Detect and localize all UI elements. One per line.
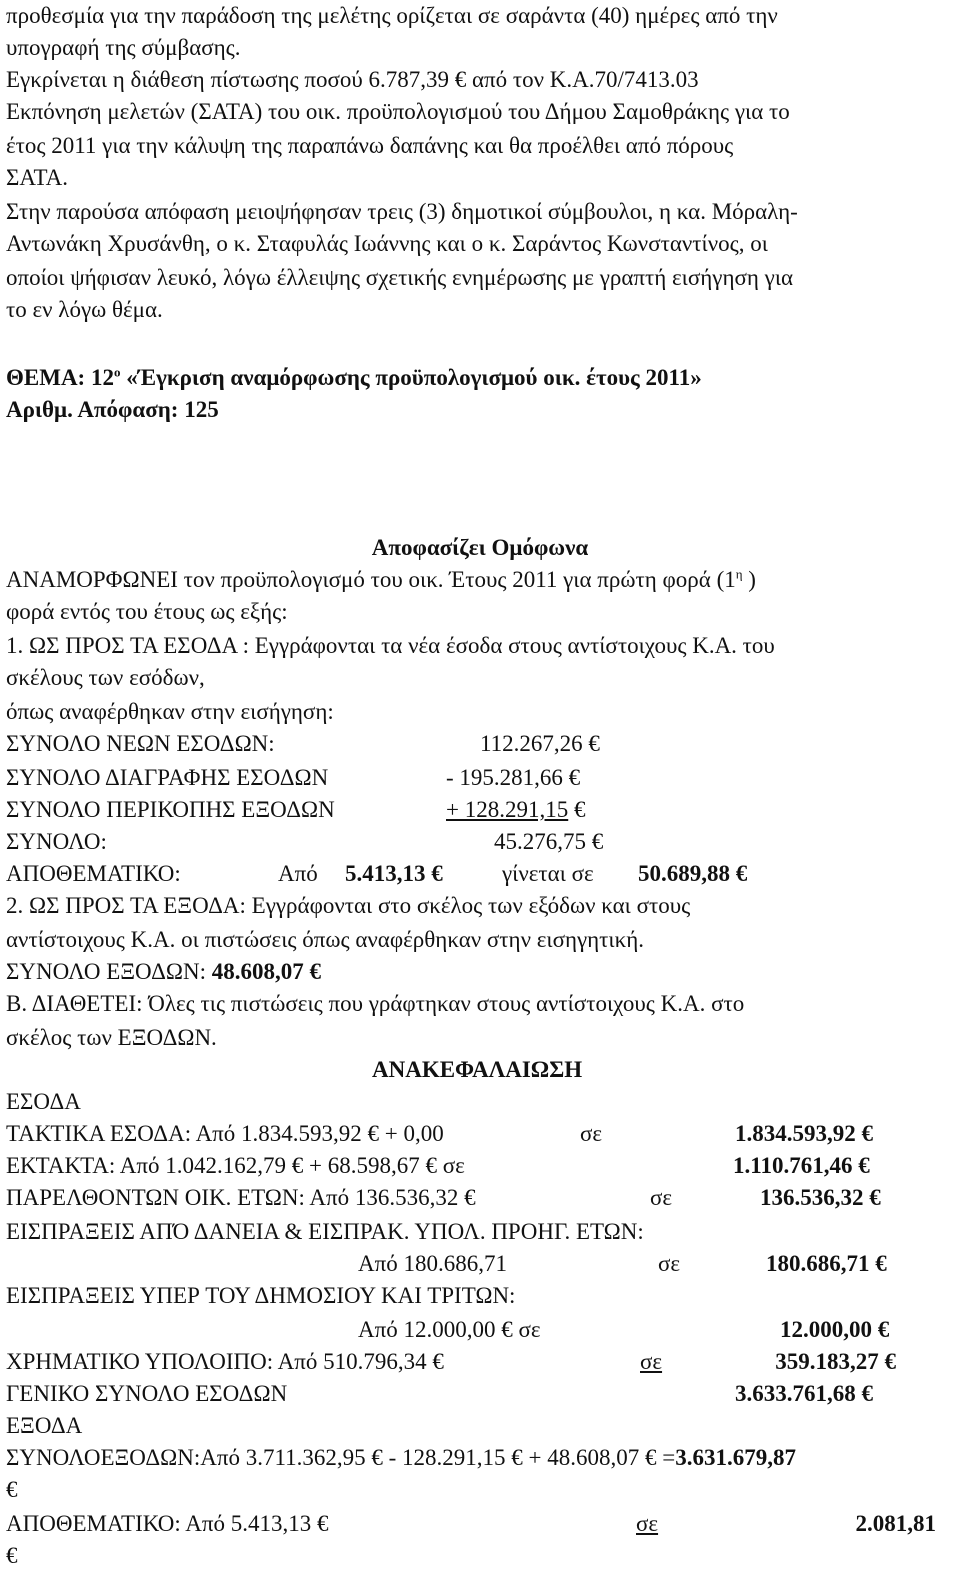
- summary-line: ΕΙΣΠΡΑΞΕΙΣ ΥΠΕΡ ΤΟΥ ΔΗΜΟΣΙΟΥ ΚΑΙ ΤΡΙΤΩΝ:: [6, 1283, 516, 1308]
- summary-line: ΠΑΡΕΛΘΟΝΤΩΝ ΟΙΚ. ΕΤΩΝ: Από 136.536,32 €: [6, 1185, 476, 1210]
- revenue-heading: ΕΣΟΔΑ: [6, 1089, 81, 1114]
- reserve-from: 5.413,13 €: [345, 861, 443, 886]
- total-label: ΣΥΝΟΛΟ ΔΙΑΓΡΑΦΗΣ ΕΣΟΔΩΝ: [6, 765, 329, 790]
- summary-line: ΕΚΤΑΚΤΑ: Από 1.042.162,79 € + 68.598,67 € σε: [6, 1153, 465, 1178]
- total-value: 45.276,75 €: [494, 829, 604, 854]
- text-line: Εγκρίνεται η διάθεση πίστωσης ποσού 6.787,39 € από τον Κ.Α.70/7413.03: [6, 67, 699, 92]
- text-line: ΣΑΤΑ.: [6, 165, 69, 190]
- text-line: 2. ΩΣ ΠΡΟΣ ΤΑ ΕΞΟΔΑ: Εγγράφονται στο σκέλος των εξόδων και στους: [6, 893, 691, 918]
- euro-sign: €: [6, 1477, 18, 1502]
- decision-heading: Αποφασίζει Ομόφωνα: [371, 535, 589, 560]
- expenses-total-line: ΣΥΝΟΛΟΕΞΟΔΩΝ:Από 3.711.362,95 € - 128.291,15 € + 48.608,07 € =3.631.679,87: [6, 1445, 796, 1470]
- summary-line: ΕΙΣΠΡΑΞΕΙΣ ΑΠΌ ΔΑΝΕΙΑ & ΕΙΣΠΡΑΚ. ΥΠΟΛ. ΠΡΟΗΓ. ΕΤΩΝ:: [6, 1219, 644, 1244]
- text-line: Στην παρούσα απόφαση μειοψήφησαν τρεις (3) δημοτικοί σύμβουλοι, η κα. Μόραλη-: [6, 199, 798, 224]
- summary-value: 1.834.593,92 €: [735, 1121, 873, 1146]
- text-line: 1. ΩΣ ΠΡΟΣ ΤΑ ΕΣΟΔΑ : Εγγράφονται τα νέα έσοδα στους αντίστοιχους Κ.Α. του: [6, 633, 775, 658]
- total-value: 112.267,26 €: [480, 731, 600, 756]
- summary-line: ΤΑΚΤΙΚΑ ΕΣΟΔΑ: Από 1.834.593,92 € + 0,00: [6, 1121, 444, 1146]
- summary-value: 12.000,00 €: [780, 1317, 890, 1342]
- summary-value: 136.536,32 €: [760, 1185, 881, 1210]
- summary-from: Από 12.000,00 € σε: [358, 1317, 541, 1342]
- summary-se: σε: [580, 1121, 603, 1146]
- total-label: ΣΥΝΟΛΟ ΝΕΩΝ ΕΣΟΔΩΝ:: [6, 731, 275, 756]
- summary-underlined-value: σε 359.183,27 €: [640, 1349, 896, 1374]
- summary-se: σε: [650, 1185, 673, 1210]
- summary-se: σε: [658, 1251, 681, 1276]
- text-line: οποίοι ψήφισαν λευκό, λόγω έλλειψης σχετικής ενημέρωσης με γραπτή εισήγηση για: [6, 265, 794, 290]
- text-line: έτος 2011 για την κάλυψη της παραπάνω δαπάνης και θα προέλθει από πόρους: [6, 133, 734, 158]
- expenses-heading: ΕΞΟΔΑ: [6, 1413, 83, 1438]
- summary-heading: ΑΝΑΚΕΦΑΛΑΙΩΣΗ: [372, 1057, 583, 1082]
- total-value: + 128.291,15 €: [446, 797, 586, 822]
- summary-line: ΧΡΗΜΑΤΙΚΟ ΥΠΟΛΟΙΠΟ: Από 510.796,34 €: [6, 1349, 444, 1374]
- summary-from: Από 180.686,71: [358, 1251, 507, 1276]
- reserve-becomes: γίνεται σε: [502, 861, 594, 886]
- total-value: - 195.281,66 €: [446, 765, 581, 790]
- total-label: ΣΥΝΟΛΟ ΠΕΡΙΚΟΠΗΣ ΕΞΟΔΩΝ: [6, 797, 335, 822]
- text-line: φορά εντός του έτους ως εξής:: [6, 599, 288, 624]
- summary-value: 1.110.761,46 €: [733, 1153, 870, 1178]
- text-line: υπογραφή της σύμβασης.: [6, 35, 241, 60]
- subject-heading: ΘΕΜΑ: $12^o$ «Έγκριση αναμόρφωσης προϋπολογισμού οικ. έτους 2011»: [6, 364, 702, 390]
- reserve-to: 50.689,88 €: [638, 861, 748, 886]
- text-line: σκέλους των εσόδων,: [6, 665, 205, 690]
- text-line: Εκπόνηση μελετών (ΣΑΤΑ) του οικ. προϋπολογισμού του Δήμου Σαμοθράκης για το: [6, 99, 790, 124]
- total-label: ΣΥΝΟΛΟ:: [6, 829, 107, 854]
- text-line: προθεσμία για την παράδοση της μελέτης ορίζεται σε σαράντα (40) ημέρες από την: [6, 3, 778, 28]
- text-line: Β. ΔΙΑΘΕΤΕΙ: Όλες τις πιστώσεις που γράφτηκαν στους αντίστοιχους Κ.Α. στο: [6, 991, 745, 1016]
- decision-number: Αριθμ. Απόφαση: 125: [6, 397, 219, 422]
- reserve-summary-line: ΑΠΟΘΕΜΑΤΙΚΟ: Από 5.413,13 €: [6, 1511, 329, 1536]
- text-line: το εν λόγω θέμα.: [6, 297, 163, 322]
- grand-total-value: 3.633.761,68 €: [735, 1381, 873, 1406]
- text-line: όπως αναφέρθηκαν στην εισήγηση:: [6, 699, 334, 724]
- text-line: ΑΝΑΜΟΡΦΩΝΕΙ τον προϋπολογισμό του οικ. Έτους 2011 για πρώτη φορά ($1^\eta$ ): [6, 566, 756, 592]
- text-line: αντίστοιχους Κ.Α. οι πιστώσεις όπως αναφέρθηκαν στην εισηγητική.: [6, 927, 644, 952]
- summary-value: 180.686,71 €: [766, 1251, 887, 1276]
- text-line: σκέλος των ΕΞΟΔΩΝ.: [6, 1025, 217, 1050]
- summary-underlined-value: σε 2.081,81: [636, 1511, 936, 1536]
- text-line: Αντωνάκη Χρυσάνθη, ο κ. Σταφυλάς Ιωάννης και ο κ. Σαράντος Κωνσταντίνος, οι: [6, 231, 768, 256]
- grand-total-label: ΓΕΝΙΚΟ ΣΥΝΟΛΟ ΕΣΟΔΩΝ: [6, 1381, 288, 1406]
- reserve-from-word: Από: [278, 861, 318, 886]
- expenses-total: ΣΥΝΟΛΟ ΕΞΟΔΩΝ: 48.608,07 €: [6, 959, 321, 984]
- reserve-label: ΑΠΟΘΕΜΑΤΙΚΟ:: [6, 861, 181, 886]
- euro-sign: €: [6, 1543, 18, 1568]
